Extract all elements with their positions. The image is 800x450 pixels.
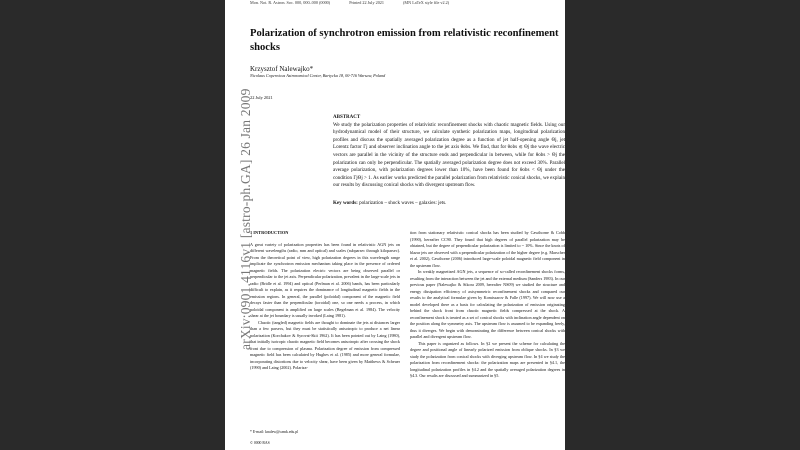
abstract-heading: ABSTRACT [333,115,361,120]
left-background [0,0,225,450]
affiliation: Nicolaus Copernicus Astronomical Center, Bartycka 18, 00-716 Warsaw, Poland [250,73,386,78]
arxiv-stamp: arXiv:0901.4116v1 [astro-ph.GA] 26 Jan 2009 [238,88,253,350]
section-heading: 1 INTRODUCTION [250,230,289,235]
paragraph: This paper is organized as follows. In §2 we present the scheme for calculating the degree and positional angle of linearly polarized emission from oblique shocks. In §3 we study the polarization from conical shocks with diverging upstream flow. In §4 we study the polarization from reconfinement shocks: the polarization maps are presented in §4.1, the longitudinal polarization profiles in §4.2 and the spatially averaged polarization degrees in §4.3. Our results are discussed and summarized in §5. [410,340,565,378]
journal-reference: Mon. Not. R. Astron. Soc. 000, 000–000 (0000) [250,0,331,5]
abstract-text: We study the polarization properties of relativistic reconfinement shocks with chaotic magnetic fields. Using our hydrodynamical model of their structure, we calculate synthetic polarization maps, longitudinal polarization profiles and discuss the spatially averaged polarization degree as a function of jet half-opening angle Θj, jet Lorentz factor Γj and observer inclination angle to the jet axis θobs. We find, that for θobs ≲ Θj the wave electric vectors are parallel in the vicinity of the structure ends and perpendicular in between, while for θobs > Θj the polarization can only be perpendicular. The spatially averaged polarization degree does not exceed 30%. Parallel average polarization, with polarization degrees lower than 10%, have been found for θobs < Θj under the condition ΓjΘj > 1. As earlier works predicted the parallel polarization from relativistic conical shocks, we explain our results by discussing conical shocks with divergent upstream flow. [333,121,565,189]
paragraph: In weakly magnetized AGN jets, a sequence of so-called reconfinement shocks forms, resulting from the interaction between the jet and the external medium (Sanders 1983). In our previous paper (Nalewajko & Sikora 2009, hereafter NS09) we studied the structure and energy dissipation efficiency of axisymmetric reconfinement shocks and compared our results to the analytical formulae given by Komissarov & Falle (1997). We will now use a model developed there as a basis for calculating the polarization of emission originating behind the shock front from chaotic magnetic fields compressed at the shock. A reconfinement shock is treated as a set of conical shocks with inclination angle dependent on the position along the symmetry axis. The upstream flow is assumed to be expanding freely, thus it diverges. We begin with demonstrating the difference between conical shocks with parallel and divergent upstream flow. [410,269,565,339]
right-background [565,0,800,450]
footnote-email: * E-mail: knalew@camk.edu.pl [250,430,299,434]
abstract [333,114,565,190]
copyright: © 0000 RAS [250,441,270,445]
paper-title: Polarization of synchrotron emission from relativistic reconfinement shocks [250,28,559,53]
paper-date: 22 July 2021 [250,95,273,100]
keywords-label: Key words: [333,200,358,206]
style-file: (MN LaTeX style file v2.2) [403,0,450,5]
printed-date: Printed 22 July 2021 [349,0,384,5]
right-column [410,230,565,380]
paragraph: tion from stationary relativistic conical shocks has been studied by Cawthorne & Cobb (1990), hereafter CC90. They found that high degrees of parallel polarization may be obtained, but the degree of perpendicular polarization is limited to ~ 10%. Since the knots of blazar jets are observed with a perpendicular polarization of the higher degree (e.g. Marscher et al. 2002), Cawthorne (2006) introduced large-scale poloidal magnetic field component in the upstream flow. [410,230,565,268]
keywords-text: polarization – shock waves – galaxies: jets. [359,200,447,206]
paragraph: A great variety of polarization properties has been found in relativistic AGN jets on different wavelengths (radio, mm and optical) and scales (subparsec through kiloparsec). From the theoretical point of view, high polarization degrees in this wavelength range implicate the synchrotron emission mechanism taking place in the presence of ordered magnetic fields. The polarization electric vectors are being observed parallel or perpendicular to the jet axis. Perpendicular polarization, prevalent in the large-scale jets in radio (Bridle et al. 1994) and optical (Perlman et al. 2006) bands, has been particularly difficult to explain, as it requires the dominance of longitudinal magnetic fields in the emission regions. In general, the parallel (poloidal) component of the magnetic field decays faster than the perpendicular (toroidal) one, so one needs a process, in which poloidal component is amplified on large scales (Begelman et al. 1984). The velocity shear at the jet boundary is usually invoked (Laing 1981). [250,241,400,318]
author: Krzysztof Nalewajko* [250,65,314,73]
paper-page[interactable] [225,0,565,450]
keywords [333,200,565,206]
paragraph: Chaotic (tangled) magnetic fields are thought to dominate the jets at distances larger than a few parsecs, but they must be statistically anisotropic to produce a net linear polarization (Korchakov & Syrovat-Skii 1962). It has been pointed out by Laing (1980), that initially isotropic chaotic magnetic field becomes anisotropic after crossing the shock front due to compression of plasma. Polarization degree of emission from compressed magnetic field has been calculated by Hughes et al. (1985) and more general formulae, incorporating distortions due to velocity shear, have been given by Matthews & Scheuer (1990) and Laing (2002). Polariza- [250,319,400,370]
left-column [250,230,400,372]
running-head [250,0,565,5]
